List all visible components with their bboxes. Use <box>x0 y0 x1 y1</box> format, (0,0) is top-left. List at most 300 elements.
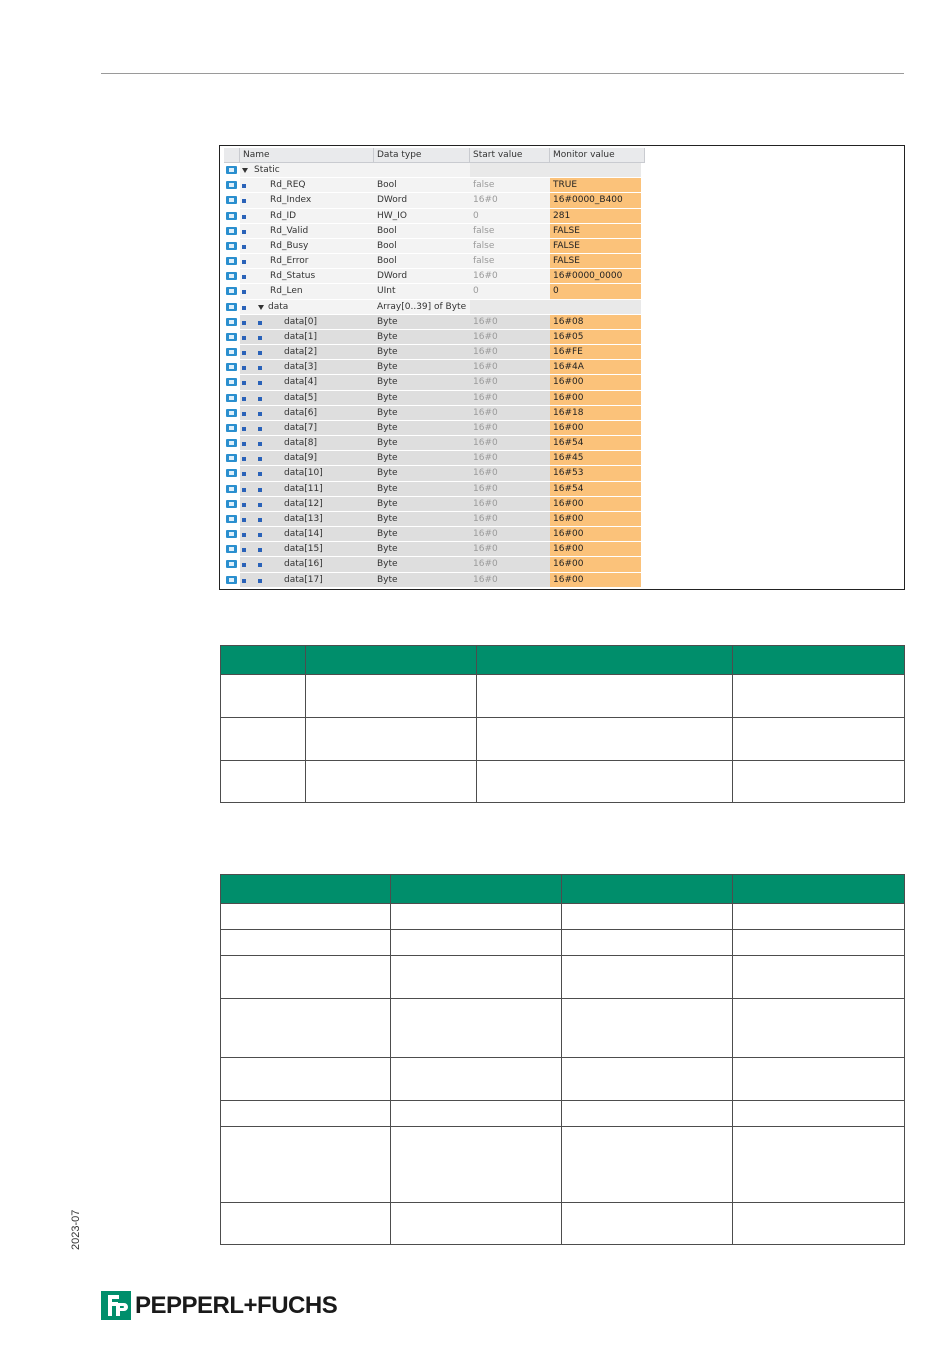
variable-bullet-icon <box>258 321 262 325</box>
table-row <box>221 956 905 999</box>
table-row[interactable] <box>224 497 645 512</box>
db-row-icon-cell <box>224 527 240 541</box>
db-row-icon-cell <box>224 224 240 238</box>
monitor-value-cell: 281 <box>550 209 641 223</box>
variable-name: Rd_Busy <box>270 240 309 251</box>
variable-name: Rd_Len <box>270 286 303 297</box>
variable-table-header <box>224 148 645 163</box>
variable-name: Rd_Status <box>270 271 316 282</box>
start-value-cell: false <box>470 178 550 192</box>
variable-bullet-icon <box>242 290 246 294</box>
table-row[interactable] <box>224 375 645 390</box>
variable-bullet-icon <box>242 260 246 264</box>
data-type-cell: Byte <box>374 360 470 374</box>
table-row[interactable] <box>224 269 645 284</box>
db-variable-icon <box>226 424 237 432</box>
table-row[interactable] <box>224 300 645 315</box>
table-row[interactable] <box>224 254 645 269</box>
data-type-cell: Byte <box>374 542 470 556</box>
variable-table <box>224 148 645 588</box>
data-type-cell: Bool <box>374 224 470 238</box>
start-value-cell: 16#0 <box>470 466 550 480</box>
name-cell <box>240 209 374 223</box>
name-cell <box>240 284 374 298</box>
name-cell <box>240 360 374 374</box>
name-cell <box>240 269 374 283</box>
db-variable-icon <box>226 485 237 493</box>
name-cell <box>240 466 374 480</box>
variable-bullet-icon <box>258 381 262 385</box>
pf-logo-icon <box>101 1291 131 1320</box>
expand-arrow-icon[interactable] <box>242 168 248 173</box>
variable-bullet-icon <box>242 472 246 476</box>
name-cell <box>240 482 374 496</box>
data-type-cell: Array[0..39] of Byte <box>374 300 470 314</box>
header-data-type: Data type <box>374 148 470 162</box>
start-value-cell <box>470 300 550 314</box>
start-value-cell: 16#0 <box>470 482 550 496</box>
data-type-cell: UInt <box>374 284 470 298</box>
monitor-value-cell: 16#00 <box>550 573 641 587</box>
variable-bullet-icon <box>242 503 246 507</box>
variable-bullet-icon <box>242 457 246 461</box>
variable-name: data[10] <box>284 468 323 479</box>
db-row-icon-cell <box>224 391 240 405</box>
name-cell <box>240 193 374 207</box>
db-row-icon-cell <box>224 254 240 268</box>
db-row-icon-cell <box>224 300 240 314</box>
variable-name: data[13] <box>284 513 323 524</box>
variable-bullet-icon <box>258 533 262 537</box>
table-row[interactable] <box>224 512 645 527</box>
variable-bullet-icon <box>242 351 246 355</box>
monitor-value-cell: 16#53 <box>550 466 641 480</box>
table-row[interactable] <box>224 239 645 254</box>
db-row-icon-cell <box>224 512 240 526</box>
db-variable-icon <box>226 272 237 280</box>
data-type-cell: Byte <box>374 512 470 526</box>
db-row-icon-cell <box>224 315 240 329</box>
variable-bullet-icon <box>242 381 246 385</box>
db-variable-icon <box>226 363 237 371</box>
data-type-cell: Byte <box>374 436 470 450</box>
table-header-row <box>221 875 905 904</box>
expand-arrow-icon[interactable] <box>258 305 264 310</box>
table-row[interactable] <box>224 451 645 466</box>
data-type-cell: Bool <box>374 254 470 268</box>
table-row[interactable] <box>224 466 645 481</box>
variable-name: data <box>268 301 289 312</box>
name-cell <box>240 512 374 526</box>
db-row-icon-cell <box>224 482 240 496</box>
variable-bullet-icon <box>242 336 246 340</box>
db-row-icon-cell <box>224 436 240 450</box>
start-value-cell: 16#0 <box>470 542 550 556</box>
variable-bullet-icon <box>242 397 246 401</box>
variable-bullet-icon <box>258 518 262 522</box>
monitor-value-cell: 16#4A <box>550 360 641 374</box>
table-row[interactable] <box>224 209 645 224</box>
db-row-icon-cell <box>224 573 240 587</box>
monitor-value-cell: 16#0000_B400 <box>550 193 641 207</box>
name-cell <box>240 375 374 389</box>
name-cell <box>240 239 374 253</box>
variable-bullet-icon <box>242 579 246 583</box>
start-value-cell <box>470 163 550 177</box>
db-row-icon-cell <box>224 209 240 223</box>
start-value-cell: 16#0 <box>470 406 550 420</box>
monitor-value-cell: 0 <box>550 284 641 298</box>
monitor-value-cell: 16#00 <box>550 557 641 571</box>
data-type-cell: HW_IO <box>374 209 470 223</box>
table-row[interactable] <box>224 542 645 557</box>
db-row-icon-cell <box>224 375 240 389</box>
variable-bullet-icon <box>258 336 262 340</box>
data-type-cell: Byte <box>374 482 470 496</box>
monitor-value-cell: 16#FE <box>550 345 641 359</box>
start-value-cell: false <box>470 254 550 268</box>
name-cell <box>240 391 374 405</box>
header-monitor-value: Monitor value <box>550 148 645 162</box>
start-value-cell: 16#0 <box>470 573 550 587</box>
table-row[interactable] <box>224 315 645 330</box>
table-row[interactable] <box>224 436 645 451</box>
db-variable-icon <box>226 227 237 235</box>
variable-name: data[3] <box>284 362 318 373</box>
variable-name: data[5] <box>284 392 318 403</box>
table-row <box>221 761 905 803</box>
db-row-icon-cell <box>224 451 240 465</box>
variable-name: data[17] <box>284 574 323 585</box>
db-row-icon-cell <box>224 542 240 556</box>
variable-bullet-icon <box>258 579 262 583</box>
variable-bullet-icon <box>242 245 246 249</box>
monitor-value-cell: FALSE <box>550 239 641 253</box>
db-row-icon-cell <box>224 466 240 480</box>
monitor-value-cell: 16#45 <box>550 451 641 465</box>
db-variable-icon <box>226 181 237 189</box>
db-variable-icon <box>226 500 237 508</box>
monitor-value-cell: 16#54 <box>550 482 641 496</box>
table-row <box>221 999 905 1058</box>
monitor-value-cell <box>550 163 641 177</box>
table-row <box>221 718 905 761</box>
name-cell <box>240 451 374 465</box>
variable-bullet-icon <box>242 548 246 552</box>
monitor-value-cell: 16#05 <box>550 330 641 344</box>
variable-bullet-icon <box>242 412 246 416</box>
variable-bullet-icon <box>258 366 262 370</box>
table-row <box>221 1203 905 1245</box>
top-rule <box>101 73 904 74</box>
data-type-cell: Byte <box>374 557 470 571</box>
data-type-cell: Byte <box>374 406 470 420</box>
monitor-value-cell: 16#00 <box>550 391 641 405</box>
variable-name: Rd_Valid <box>270 225 309 236</box>
name-cell <box>240 497 374 511</box>
table-row <box>221 1101 905 1127</box>
variable-bullet-icon <box>258 503 262 507</box>
data-type-cell: DWord <box>374 269 470 283</box>
db-row-icon-cell <box>224 178 240 192</box>
table-row[interactable] <box>224 391 645 406</box>
db-variable-icon <box>226 196 237 204</box>
variable-name: data[4] <box>284 377 318 388</box>
monitor-value-cell: 16#00 <box>550 375 641 389</box>
variable-bullet-icon <box>258 548 262 552</box>
variable-bullet-icon <box>258 351 262 355</box>
db-variable-icon <box>226 409 237 417</box>
data-type-cell: Byte <box>374 345 470 359</box>
variable-bullet-icon <box>258 442 262 446</box>
variable-bullet-icon <box>242 306 246 310</box>
start-value-cell: 16#0 <box>470 421 550 435</box>
variable-bullet-icon <box>242 366 246 370</box>
db-variable-icon <box>226 545 237 553</box>
data-type-cell <box>374 163 470 177</box>
data-type-cell: Byte <box>374 573 470 587</box>
variable-bullet-icon <box>258 488 262 492</box>
monitor-value-cell: 16#00 <box>550 542 641 556</box>
variable-name: data[2] <box>284 347 318 358</box>
name-cell <box>240 557 374 571</box>
name-cell <box>240 436 374 450</box>
start-value-cell: 16#0 <box>470 512 550 526</box>
db-variable-icon <box>226 530 237 538</box>
table-row[interactable] <box>224 163 645 178</box>
header-start-value: Start value <box>470 148 550 162</box>
name-cell <box>240 345 374 359</box>
variable-name: data[8] <box>284 438 318 449</box>
start-value-cell: false <box>470 224 550 238</box>
variable-bullet-icon <box>242 563 246 567</box>
name-cell <box>240 178 374 192</box>
start-value-cell: 16#0 <box>470 345 550 359</box>
db-row-icon-cell <box>224 269 240 283</box>
start-value-cell: 16#0 <box>470 193 550 207</box>
table-row <box>221 930 905 956</box>
db-row-icon-cell <box>224 284 240 298</box>
db-variable-icon <box>226 560 237 568</box>
variable-bullet-icon <box>242 518 246 522</box>
data-type-cell: Byte <box>374 391 470 405</box>
db-row-icon-cell <box>224 330 240 344</box>
table-row[interactable] <box>224 527 645 542</box>
db-row-icon-cell <box>224 163 240 177</box>
variable-bullet-icon <box>242 488 246 492</box>
document-date: 2023-07 <box>70 1209 82 1250</box>
monitor-value-cell: 16#0000_0000 <box>550 269 641 283</box>
name-cell <box>240 542 374 556</box>
db-variable-icon <box>226 166 237 174</box>
monitor-value-cell: 16#54 <box>550 436 641 450</box>
header-name: Name <box>240 148 374 162</box>
table-row[interactable] <box>224 406 645 421</box>
green-table-2 <box>220 874 905 1245</box>
data-type-cell: Byte <box>374 466 470 480</box>
db-variable-icon <box>226 515 237 523</box>
db-variable-icon <box>226 576 237 584</box>
variable-bullet-icon <box>242 321 246 325</box>
variable-name: Rd_REQ <box>270 180 306 191</box>
variable-name: data[16] <box>284 559 323 570</box>
data-type-cell: Bool <box>374 178 470 192</box>
data-type-cell: Byte <box>374 497 470 511</box>
variable-name: Rd_ID <box>270 210 297 221</box>
table-row[interactable] <box>224 345 645 360</box>
start-value-cell: 16#0 <box>470 375 550 389</box>
monitor-value-cell: TRUE <box>550 178 641 192</box>
variable-bullet-icon <box>242 533 246 537</box>
start-value-cell: 16#0 <box>470 527 550 541</box>
name-cell <box>240 330 374 344</box>
table-row[interactable] <box>224 330 645 345</box>
data-type-cell: Byte <box>374 330 470 344</box>
name-cell <box>240 315 374 329</box>
start-value-cell: 16#0 <box>470 451 550 465</box>
db-row-icon-cell <box>224 345 240 359</box>
variable-bullet-icon <box>258 563 262 567</box>
db-row-icon-cell <box>224 421 240 435</box>
db-variable-icon <box>226 242 237 250</box>
name-cell <box>240 406 374 420</box>
db-variable-icon <box>226 348 237 356</box>
table-row[interactable] <box>224 573 645 588</box>
start-value-cell: 16#0 <box>470 436 550 450</box>
monitor-value-cell: FALSE <box>550 254 641 268</box>
name-cell <box>240 224 374 238</box>
start-value-cell: 16#0 <box>470 497 550 511</box>
db-row-icon-cell <box>224 497 240 511</box>
variable-bullet-icon <box>258 472 262 476</box>
name-cell <box>240 527 374 541</box>
variable-bullet-icon <box>242 230 246 234</box>
db-row-icon-cell <box>224 557 240 571</box>
variable-bullet-icon <box>242 442 246 446</box>
table-row <box>221 675 905 718</box>
db-variable-icon <box>226 454 237 462</box>
start-value-cell: 16#0 <box>470 360 550 374</box>
variable-bullet-icon <box>242 275 246 279</box>
table-row[interactable] <box>224 193 645 208</box>
green-table-1 <box>220 645 905 803</box>
name-cell <box>240 163 374 177</box>
table-row[interactable] <box>224 284 645 299</box>
start-value-cell: 16#0 <box>470 391 550 405</box>
header-icon-col <box>224 148 240 162</box>
monitor-value-cell: 16#08 <box>550 315 641 329</box>
data-type-cell: Byte <box>374 375 470 389</box>
name-cell <box>240 254 374 268</box>
start-value-cell: 16#0 <box>470 557 550 571</box>
start-value-cell: 16#0 <box>470 330 550 344</box>
db-variable-icon <box>226 394 237 402</box>
data-type-cell: Bool <box>374 239 470 253</box>
start-value-cell: 16#0 <box>470 315 550 329</box>
db-variable-icon <box>226 378 237 386</box>
variable-bullet-icon <box>258 427 262 431</box>
variable-name: data[11] <box>284 483 323 494</box>
db-variable-icon <box>226 318 237 326</box>
variable-name: data[6] <box>284 407 318 418</box>
name-cell <box>240 300 374 314</box>
variable-name: data[1] <box>284 331 318 342</box>
monitor-value-cell: 16#00 <box>550 497 641 511</box>
variable-bullet-icon <box>258 412 262 416</box>
table-row <box>221 1058 905 1101</box>
variable-name: data[14] <box>284 529 323 540</box>
variable-bullet-icon <box>242 215 246 219</box>
db-variable-icon <box>226 439 237 447</box>
table-row[interactable] <box>224 224 645 239</box>
name-cell <box>240 421 374 435</box>
table-row[interactable] <box>224 482 645 497</box>
data-type-cell: Byte <box>374 527 470 541</box>
variable-name: data[9] <box>284 453 318 464</box>
monitor-value-cell: 16#00 <box>550 512 641 526</box>
variable-name: Rd_Index <box>270 195 312 206</box>
data-type-cell: Byte <box>374 315 470 329</box>
start-value-cell: 16#0 <box>470 269 550 283</box>
variable-bullet-icon <box>258 397 262 401</box>
variable-name: Static <box>254 165 280 175</box>
data-type-cell: Byte <box>374 451 470 465</box>
variable-bullet-icon <box>258 457 262 461</box>
table-row[interactable] <box>224 360 645 375</box>
variable-name: Rd_Error <box>270 256 309 267</box>
monitor-value-cell: FALSE <box>550 224 641 238</box>
data-type-cell: Byte <box>374 421 470 435</box>
monitor-value-cell: 16#00 <box>550 421 641 435</box>
db-row-icon-cell <box>224 360 240 374</box>
table-row[interactable] <box>224 178 645 193</box>
table-row[interactable] <box>224 557 645 572</box>
table-header-row <box>221 646 905 675</box>
table-row <box>221 904 905 930</box>
db-variable-icon <box>226 257 237 265</box>
db-variable-icon <box>226 303 237 311</box>
table-row[interactable] <box>224 421 645 436</box>
db-row-icon-cell <box>224 193 240 207</box>
db-variable-icon <box>226 469 237 477</box>
start-value-cell: 0 <box>470 209 550 223</box>
variable-bullet-icon <box>242 184 246 188</box>
variable-name: data[12] <box>284 498 323 509</box>
variable-name: data[7] <box>284 422 318 433</box>
brand-name: PEPPERL+FUCHS <box>135 1291 338 1319</box>
variable-name: data[15] <box>284 544 323 555</box>
name-cell <box>240 573 374 587</box>
start-value-cell: false <box>470 239 550 253</box>
monitor-value-cell: 16#18 <box>550 406 641 420</box>
monitor-value-cell <box>550 300 641 314</box>
variable-bullet-icon <box>242 427 246 431</box>
monitor-value-cell: 16#00 <box>550 527 641 541</box>
variable-bullet-icon <box>242 199 246 203</box>
db-variable-icon <box>226 287 237 295</box>
table-row <box>221 1127 905 1203</box>
db-variable-icon <box>226 212 237 220</box>
data-type-cell: DWord <box>374 193 470 207</box>
db-row-icon-cell <box>224 239 240 253</box>
tia-portal-screenshot <box>219 145 905 590</box>
db-row-icon-cell <box>224 406 240 420</box>
db-variable-icon <box>226 333 237 341</box>
start-value-cell: 0 <box>470 284 550 298</box>
variable-rows <box>224 163 645 588</box>
variable-name: data[0] <box>284 316 318 327</box>
pepperl-fuchs-logo <box>101 1291 337 1320</box>
